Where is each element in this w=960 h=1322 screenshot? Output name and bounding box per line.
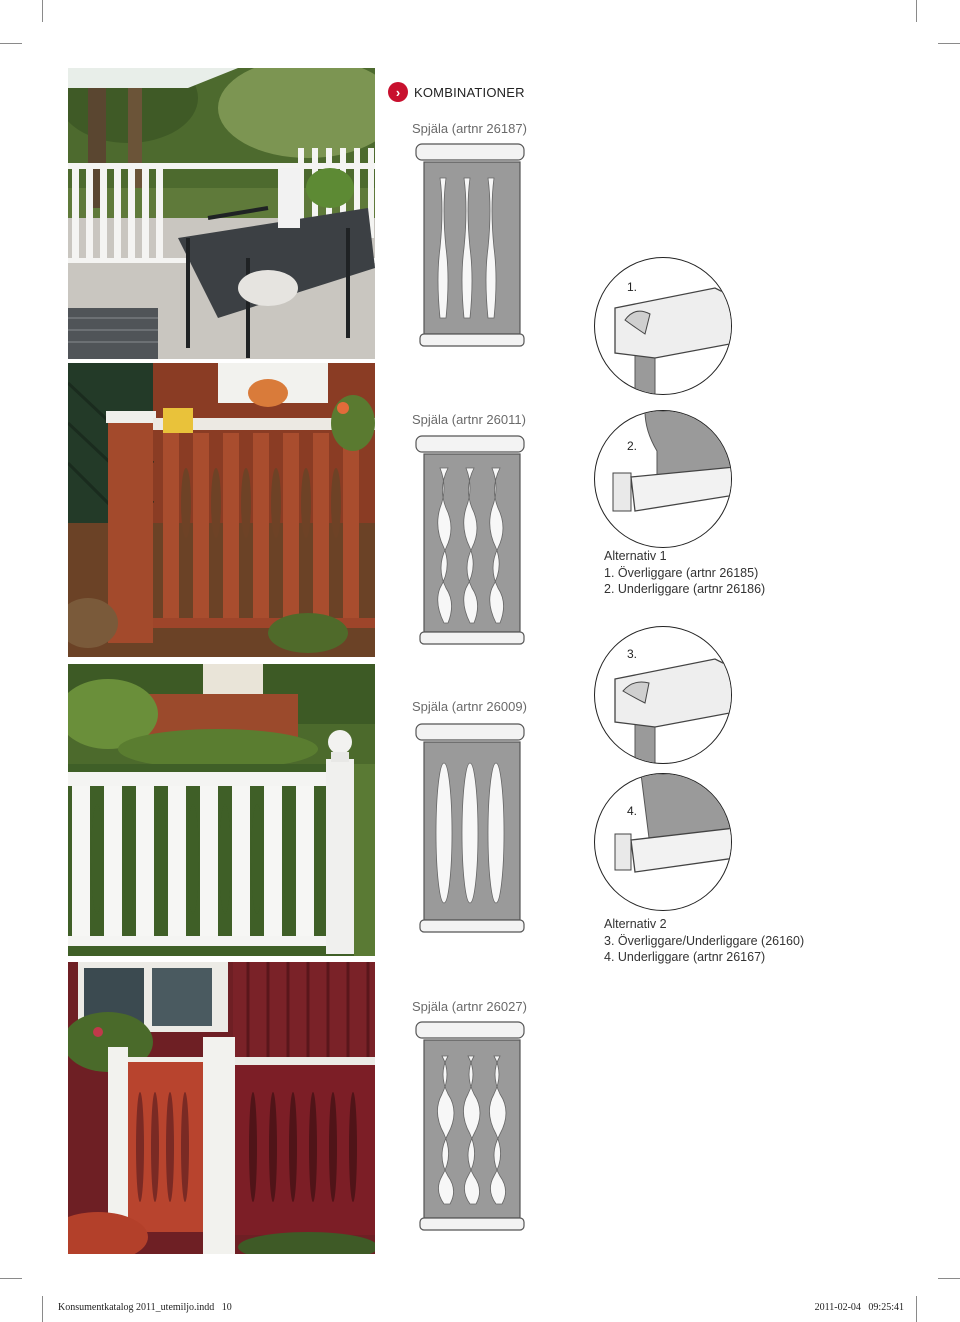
- alternative-1: [604, 548, 765, 598]
- crop-mark: [0, 43, 22, 44]
- footer-timestamp: 2011-02-04 09:25:41: [814, 1302, 904, 1313]
- section-title: KOMBINATIONER: [414, 84, 525, 100]
- crop-mark: [916, 0, 917, 22]
- alternative-1-line1: 1. Överliggare (artnr 26185): [604, 565, 759, 580]
- detail-number-3: 3.: [627, 647, 638, 661]
- photo-white-railing: [68, 664, 375, 956]
- detail-number-4: 4.: [627, 804, 638, 818]
- crop-mark: [42, 0, 43, 22]
- crop-mark: [0, 1278, 22, 1279]
- photo-red-balcony: [68, 363, 375, 657]
- product-label-26009: Spjäla (artnr 26009): [412, 699, 527, 714]
- detail-circle-1: [594, 257, 732, 395]
- footer-file-name: Konsumentkatalog 2011_utemiljo.indd 10: [58, 1302, 232, 1313]
- product-label-26027: Spjäla (artnr 26027): [412, 999, 527, 1014]
- product-label-26011: Spjäla (artnr 26011): [412, 412, 526, 427]
- detail-number-1: 1.: [627, 280, 638, 294]
- alternative-1-title: Alternativ 1: [604, 549, 667, 563]
- detail-number-2: 2.: [627, 439, 638, 453]
- alternative-1-line2: 2. Underliggare (artnr 26186): [604, 582, 766, 596]
- detail-circle-4: [594, 773, 732, 911]
- detail-circle-3: [594, 626, 732, 764]
- product-label-26187: Spjäla (artnr 26187): [412, 121, 527, 136]
- baluster-panel-26027: [410, 1016, 535, 1236]
- section-heading: [388, 82, 525, 102]
- baluster-panel-26011: [410, 430, 535, 650]
- crop-mark: [916, 1296, 917, 1322]
- photo-red-porch: [68, 962, 375, 1254]
- alternative-2: [604, 916, 804, 966]
- detail-circle-2: [594, 410, 732, 548]
- crop-mark: [42, 1296, 43, 1322]
- baluster-panel-26187: [410, 138, 535, 353]
- alternative-2-title: Alternativ 2: [604, 917, 667, 931]
- chevron-right-icon: ›: [388, 82, 408, 102]
- photo-deck-table: [68, 68, 375, 359]
- crop-mark: [938, 1278, 960, 1279]
- alternative-2-line1: 3. Överliggare/Underliggare (26160): [604, 933, 805, 948]
- baluster-panel-26009: [410, 718, 535, 938]
- crop-mark: [938, 43, 960, 44]
- alternative-2-line2: 4. Underliggare (artnr 26167): [604, 950, 766, 964]
